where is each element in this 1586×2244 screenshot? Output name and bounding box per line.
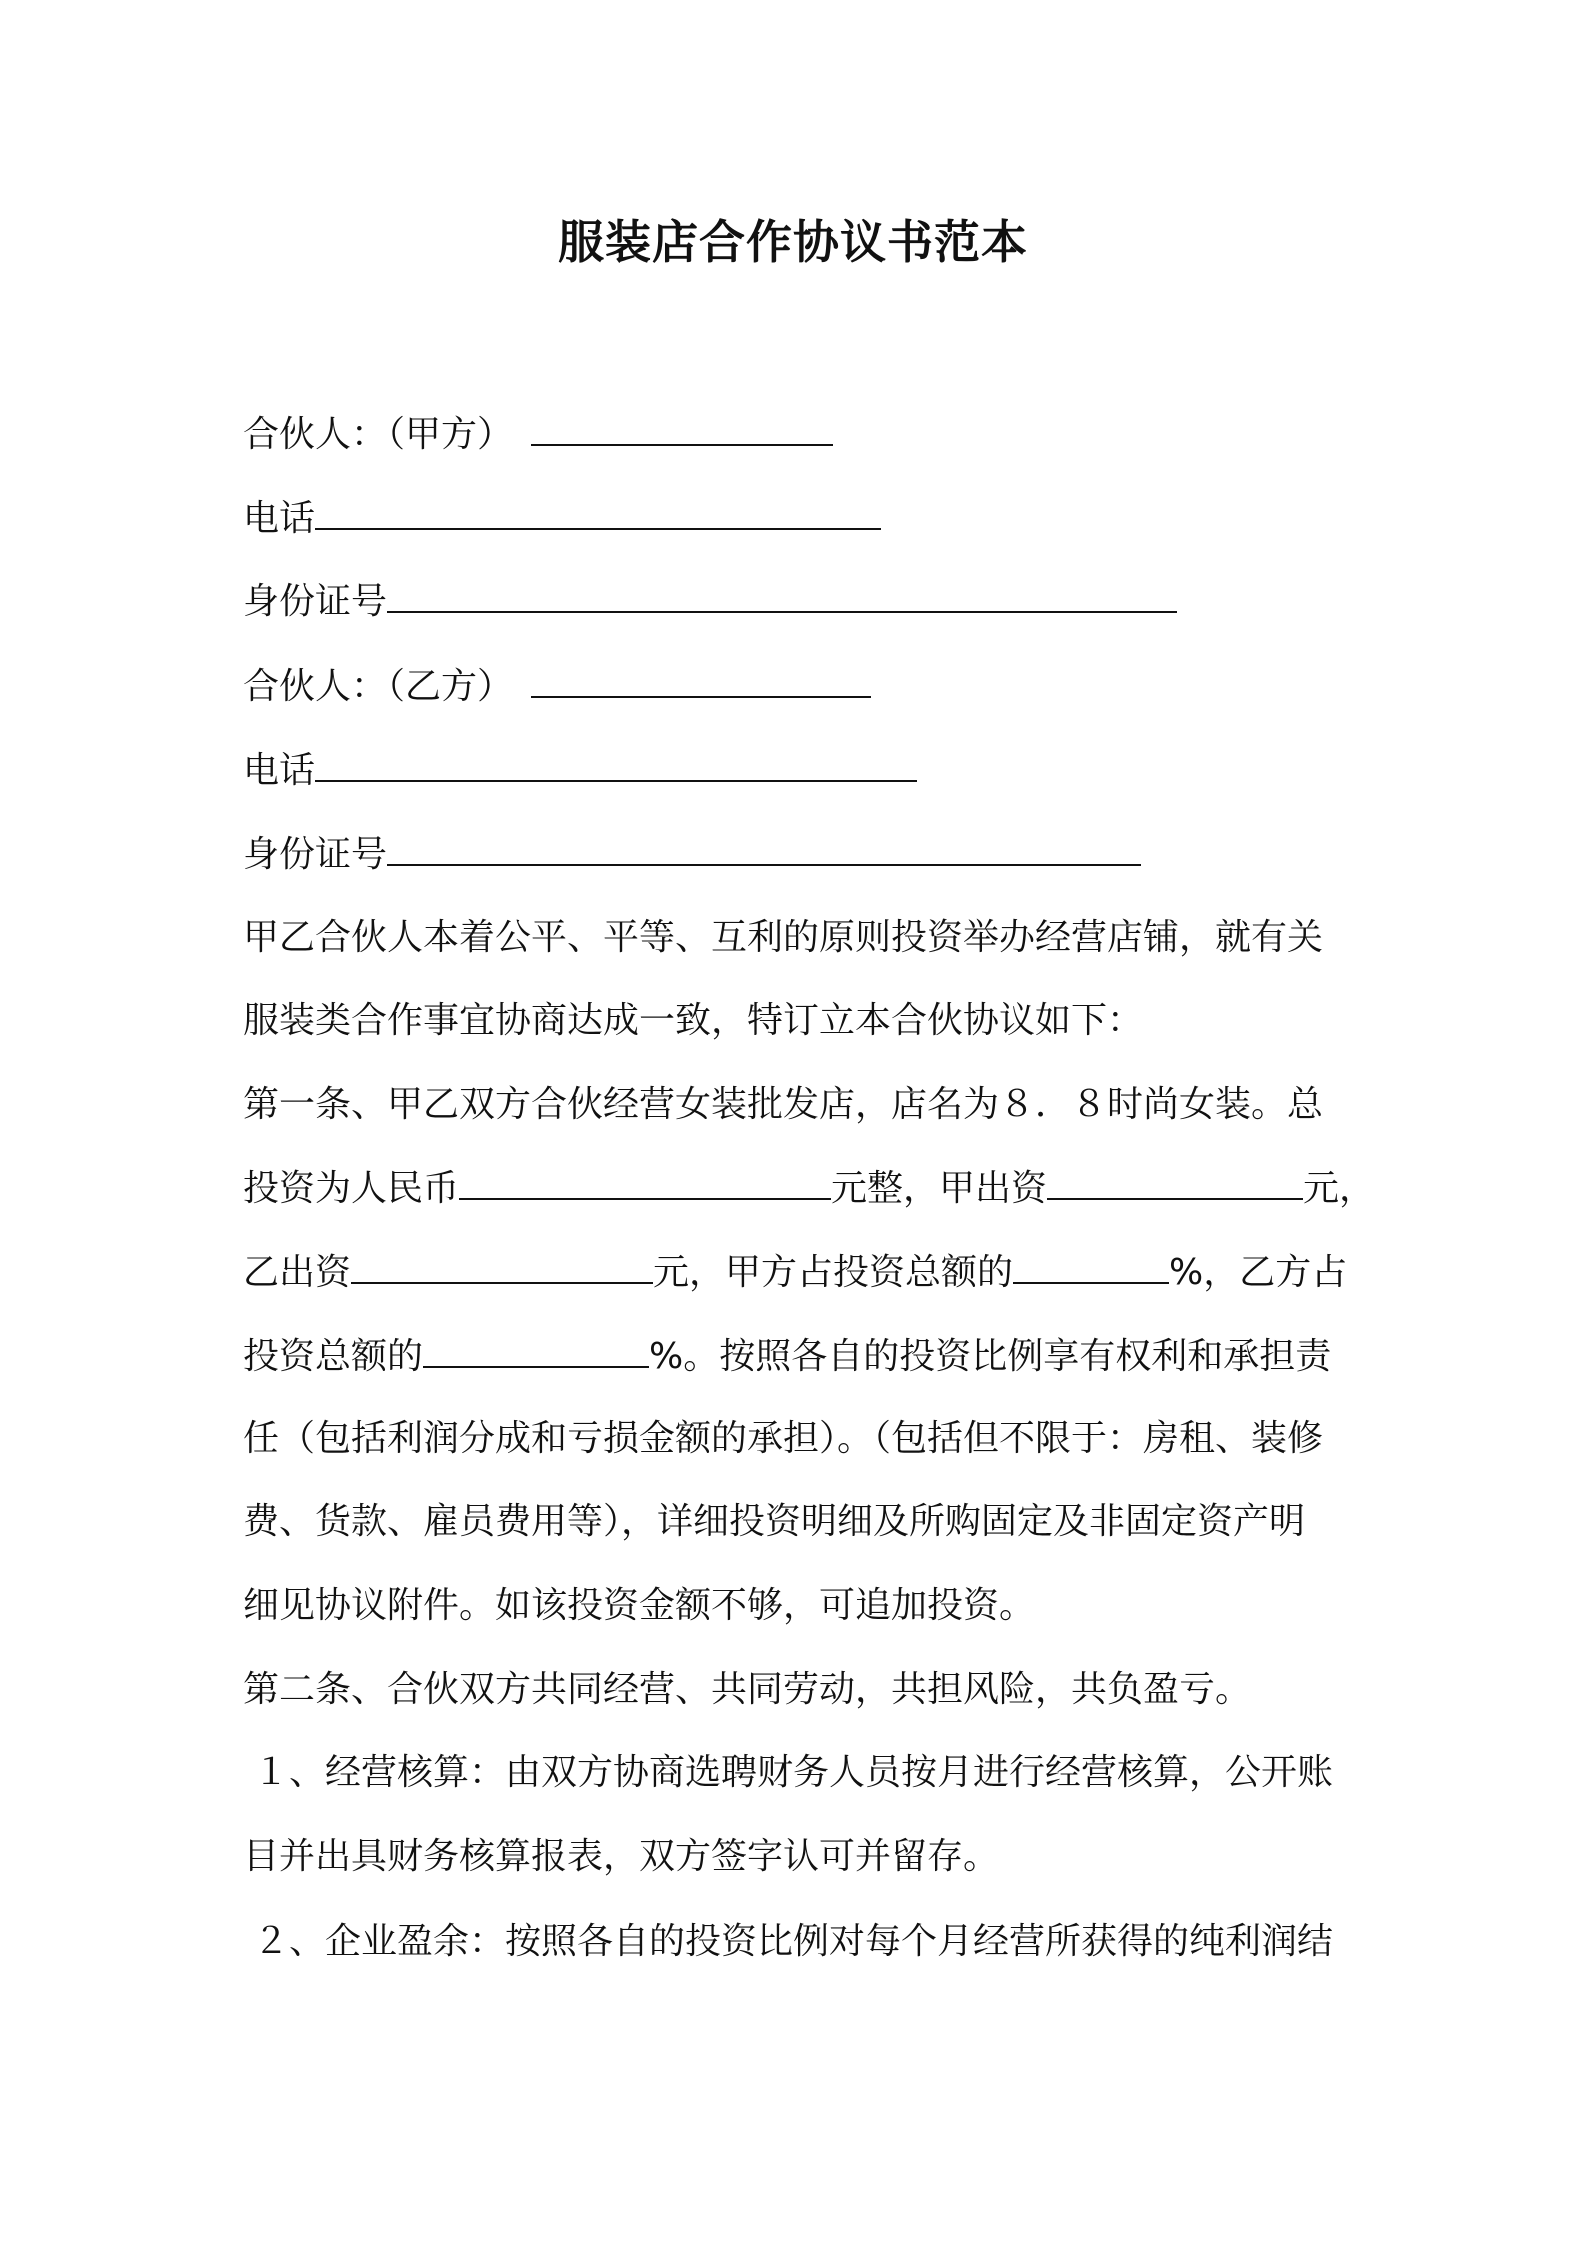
article1-line-2 <box>243 1164 1375 1213</box>
party-b-id-blank[interactable] <box>387 830 1141 866</box>
intro-line-1: 甲乙合伙人本着公平、平等、互利的原则投资举办经营店铺，就有关 <box>243 917 1324 958</box>
document-title: 服装店合作协议书范本 <box>558 215 1028 269</box>
article1-line-3 <box>243 1248 1347 1297</box>
party-b-id-line <box>243 830 1141 879</box>
article1-total-label: 投资为人民币 <box>243 1168 460 1209</box>
party-b-share-blank[interactable] <box>423 1332 649 1368</box>
party-a-id-blank[interactable] <box>387 577 1177 613</box>
article1-party-b-share-label: %，乙方占 <box>1169 1252 1348 1293</box>
article1-line-4 <box>243 1332 1331 1381</box>
article1-party-a-share-label: 元，甲方占投资总额的 <box>653 1252 1014 1293</box>
article1-party-a-investment-label: 元整，甲出资 <box>831 1168 1048 1209</box>
intro-line-2: 服装类合作事宜协商达成一致，特订立本合伙协议如下： <box>243 1000 1144 1041</box>
party-a-name-blank[interactable] <box>531 410 833 446</box>
party-a-id-label: 身份证号 <box>243 581 388 622</box>
party-a-label: 合伙人：（甲方） <box>243 414 514 455</box>
party-b-phone-blank[interactable] <box>315 746 917 782</box>
article1-total-share-label: 投资总额的 <box>243 1336 424 1377</box>
party-a-phone-blank[interactable] <box>315 494 881 530</box>
article1-party-b-investment-label: 乙出资 <box>243 1252 352 1293</box>
article1-line-7: 细见协议附件。如该投资金额不够，可追加投资。 <box>243 1585 1036 1626</box>
article1-line-6: 费、货款、雇员费用等），详细投资明细及所购固定及非固定资产明 <box>243 1501 1306 1542</box>
party-a-line <box>243 410 833 459</box>
party-b-id-label: 身份证号 <box>243 834 388 875</box>
article1-rights-text: %。按照各自的投资比例享有权利和承担责 <box>649 1336 1332 1377</box>
party-a-share-blank[interactable] <box>1013 1248 1169 1284</box>
party-a-id-line <box>243 577 1177 626</box>
party-b-investment-blank[interactable] <box>351 1248 653 1284</box>
article2-item1-line-2: 目并出具财务核算报表，双方签字认可并留存。 <box>243 1836 1000 1877</box>
article2-line-1: 第二条、合伙双方共同经营、共同劳动，共担风险，共负盈亏。 <box>243 1669 1252 1710</box>
party-b-line <box>243 662 871 711</box>
total-investment-blank[interactable] <box>459 1164 831 1200</box>
party-a-investment-blank[interactable] <box>1047 1164 1303 1200</box>
party-a-phone-line <box>243 494 881 543</box>
article2-item2-line-1: ２、企业盈余：按照各自的投资比例对每个月经营所获得的纯利润结 <box>253 1921 1334 1962</box>
party-b-phone-label: 电话 <box>243 750 316 791</box>
party-b-name-blank[interactable] <box>531 662 871 698</box>
article2-item1-line-1: １、经营核算：由双方协商选聘财务人员按月进行经营核算，公开账 <box>253 1752 1334 1793</box>
party-b-label: 合伙人：（乙方） <box>243 666 514 707</box>
article1-line-1: 第一条、甲乙双方合伙经营女装批发店，店名为８．８时尚女装。总 <box>243 1084 1324 1125</box>
party-a-phone-label: 电话 <box>243 498 316 539</box>
party-b-phone-line <box>243 746 917 795</box>
article1-line-5: 任（包括利润分成和亏损金额的承担）。（包括但不限于：房租、装修 <box>243 1418 1324 1459</box>
article1-yuan-label: 元， <box>1303 1168 1376 1209</box>
